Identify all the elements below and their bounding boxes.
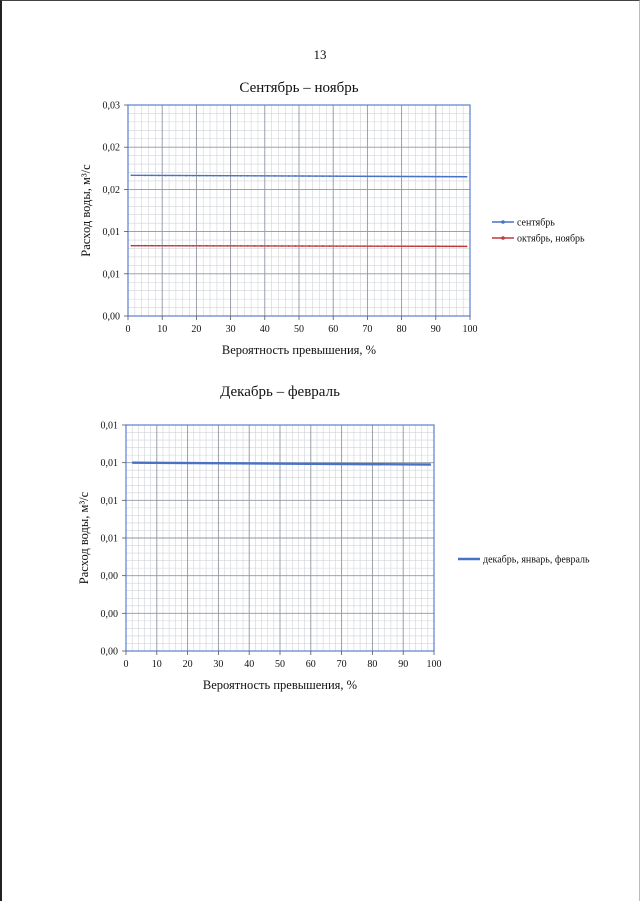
series-point: [240, 175, 242, 177]
x-tick-label: 60: [328, 324, 339, 335]
x-tick-label: 100: [426, 659, 442, 670]
chart-september-november: [0, 70, 640, 370]
x-tick-label: 70: [336, 659, 347, 670]
series-point: [349, 245, 351, 247]
series-point: [466, 245, 468, 247]
series-point: [336, 175, 338, 177]
page-number: 13: [313, 47, 327, 62]
series-point: [308, 175, 310, 177]
series-point: [329, 245, 331, 247]
series-point: [274, 175, 276, 177]
series-point: [356, 245, 358, 247]
series-point: [185, 175, 187, 177]
series-point: [226, 175, 228, 177]
series-point: [247, 175, 249, 177]
series-point: [144, 174, 146, 176]
x-tick-label: 90: [398, 659, 409, 670]
series-point: [308, 245, 310, 247]
series-point: [404, 245, 406, 247]
series-point: [431, 176, 433, 178]
series-point: [418, 245, 420, 247]
series-point: [267, 245, 269, 247]
series-point: [438, 176, 440, 178]
series-point: [411, 176, 413, 178]
series-point: [254, 175, 256, 177]
series-point: [199, 175, 201, 177]
series-point: [329, 175, 331, 177]
series-point: [356, 175, 358, 177]
series-point: [452, 176, 454, 178]
series-point: [384, 175, 386, 177]
series-point: [137, 174, 139, 176]
x-tick-label: 40: [259, 324, 270, 335]
series-point: [377, 245, 379, 247]
series-point: [199, 245, 201, 247]
x-tick-label: 60: [305, 659, 316, 670]
x-tick-label: 30: [225, 324, 236, 335]
series-point: [144, 245, 146, 247]
series-point: [219, 175, 221, 177]
series-point: [418, 176, 420, 178]
x-axis-label: Вероятность превышения, %: [202, 678, 358, 692]
x-tick-label: 30: [213, 659, 224, 670]
series-point: [343, 175, 345, 177]
series-point: [288, 245, 290, 247]
series-point: [349, 175, 351, 177]
series-point: [397, 176, 399, 178]
y-tick-label: 0,01: [100, 533, 118, 545]
series-point: [137, 245, 139, 247]
legend-marker: [501, 220, 505, 224]
series-point: [192, 245, 194, 247]
series-point: [158, 175, 160, 177]
series-point: [295, 245, 297, 247]
series-point: [363, 175, 365, 177]
series-point: [206, 175, 208, 177]
series-point: [233, 175, 235, 177]
series-point: [370, 175, 372, 177]
series-point: [254, 245, 256, 247]
series-point: [397, 245, 399, 247]
series-point: [459, 245, 461, 247]
y-tick-label: 0,02: [102, 184, 120, 196]
series-point: [459, 176, 461, 178]
series-point: [158, 245, 160, 247]
y-tick-label: 0,01: [102, 227, 120, 239]
series-point: [178, 175, 180, 177]
series-point: [411, 245, 413, 247]
series-point: [452, 245, 454, 247]
series-point: [172, 245, 174, 247]
series-point: [390, 176, 392, 178]
series-point: [425, 245, 427, 247]
series-point: [165, 245, 167, 247]
y-tick-label: 0,00: [102, 311, 120, 323]
series-point: [213, 245, 215, 247]
series-point: [384, 245, 386, 247]
series-point: [377, 175, 379, 177]
series-point: [172, 175, 174, 177]
series-point: [260, 175, 262, 177]
series-point: [322, 245, 324, 247]
series-point: [213, 175, 215, 177]
series-point: [260, 245, 262, 247]
series-point: [404, 176, 406, 178]
y-tick-label: 0,01: [100, 495, 118, 507]
series-point: [431, 245, 433, 247]
legend-marker: [501, 236, 505, 240]
x-tick-label: 50: [294, 324, 304, 335]
series-point: [336, 245, 338, 247]
x-tick-label: 70: [362, 324, 373, 335]
legend-label: сентябрь: [517, 217, 555, 229]
series-point: [302, 245, 304, 247]
series-point: [370, 245, 372, 247]
y-axis-label: Расход воды, м³/с: [79, 164, 93, 257]
series-point: [151, 245, 153, 247]
series-point: [267, 175, 269, 177]
x-tick-label: 80: [367, 659, 378, 670]
series-point: [240, 245, 242, 247]
series-point: [445, 176, 447, 178]
series-point: [219, 245, 221, 247]
y-tick-label: 0,03: [102, 100, 120, 112]
series-point: [247, 245, 249, 247]
series-line: [131, 246, 466, 247]
series-point: [281, 175, 283, 177]
x-tick-label: 20: [191, 324, 202, 335]
y-tick-label: 0,00: [100, 608, 118, 620]
series-point: [233, 245, 235, 247]
y-tick-label: 0,01: [100, 458, 118, 470]
chart-title: Декабрь – февраль: [220, 384, 340, 400]
series-point: [302, 175, 304, 177]
x-tick-label: 10: [157, 324, 168, 335]
y-tick-label: 0,01: [100, 420, 118, 432]
x-tick-label: 50: [275, 659, 285, 670]
series-point: [151, 175, 153, 177]
series-point: [288, 175, 290, 177]
y-tick-label: 0,00: [100, 571, 118, 583]
y-tick-label: 0,00: [100, 646, 118, 658]
x-tick-label: 0: [123, 659, 129, 670]
legend-label: октябрь, ноябрь: [517, 233, 585, 245]
series-point: [178, 245, 180, 247]
y-axis-label: Расход воды, м³/с: [77, 491, 91, 585]
series-point: [274, 245, 276, 247]
series-point: [363, 245, 365, 247]
series-point: [185, 245, 187, 247]
series-point: [131, 245, 133, 247]
series-point: [445, 245, 447, 247]
series-point: [315, 245, 317, 247]
chart-title: Сентябрь – ноябрь: [239, 80, 359, 96]
x-tick-label: 10: [151, 659, 162, 670]
series-point: [281, 245, 283, 247]
series-point: [315, 175, 317, 177]
series-point: [206, 245, 208, 247]
x-axis-label: Вероятность превышения, %: [221, 343, 377, 357]
y-tick-label: 0,02: [102, 142, 120, 154]
series-point: [295, 175, 297, 177]
series-point: [322, 175, 324, 177]
series-point: [165, 175, 167, 177]
x-tick-label: 100: [462, 324, 478, 335]
legend-label: декабрь, январь, февраль: [483, 554, 590, 566]
series-point: [390, 245, 392, 247]
x-tick-label: 80: [396, 324, 407, 335]
series-point: [192, 175, 194, 177]
x-tick-label: 0: [125, 324, 131, 335]
x-tick-label: 40: [244, 659, 255, 670]
series-point: [131, 174, 133, 176]
y-tick-label: 0,01: [102, 269, 120, 281]
series-point: [466, 176, 468, 178]
chart-december-february: [0, 370, 640, 710]
series-point: [226, 245, 228, 247]
series-point: [343, 245, 345, 247]
x-tick-label: 20: [182, 659, 193, 670]
x-tick-label: 90: [430, 324, 441, 335]
series-point: [438, 245, 440, 247]
series-point: [425, 176, 427, 178]
